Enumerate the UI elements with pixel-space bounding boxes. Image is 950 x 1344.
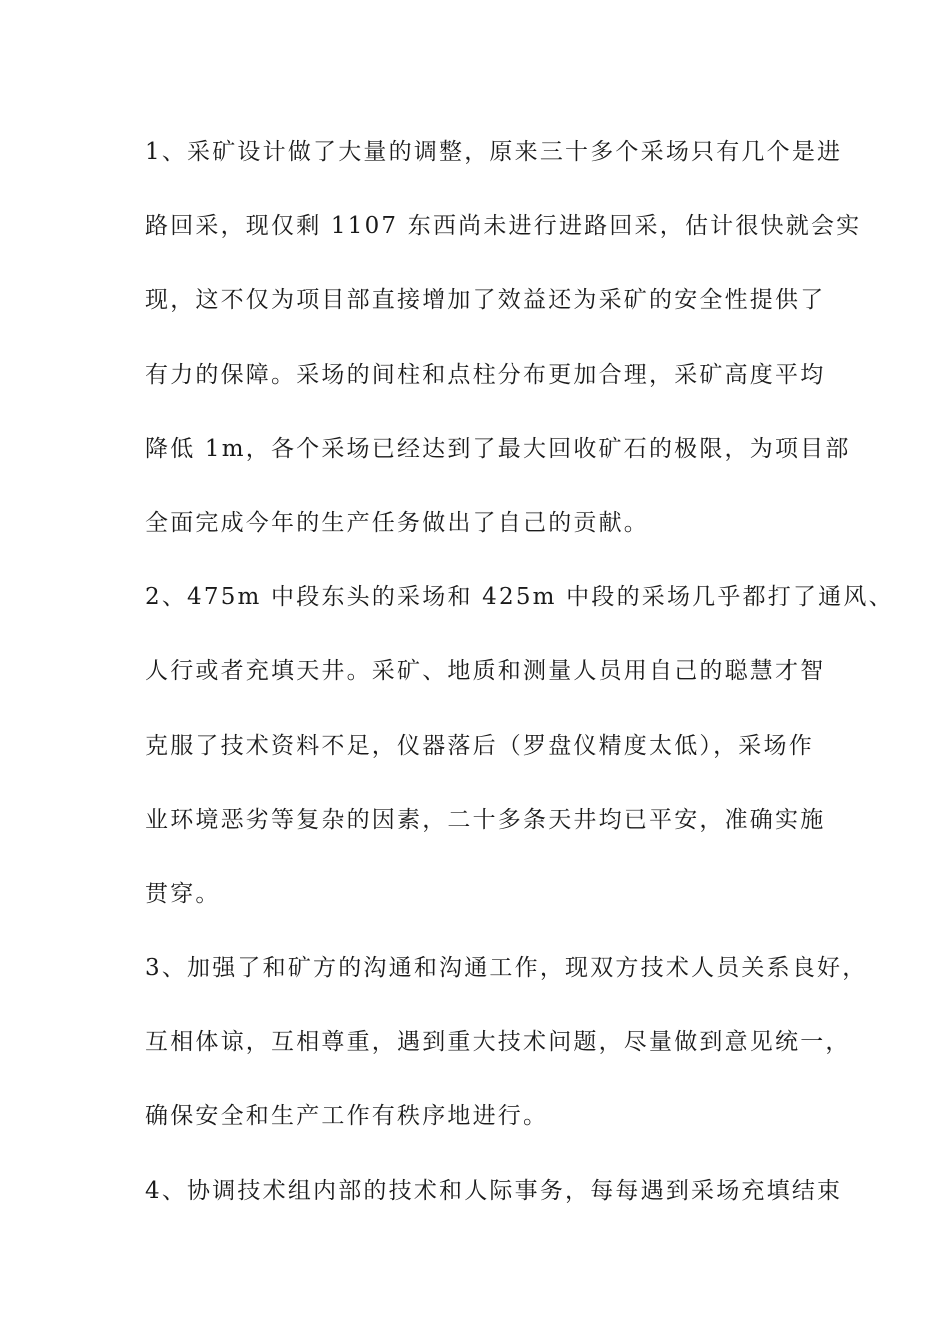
text-line: 路回采，现仅剩 1107 东西尚未进行进路回采，估计很快就会实 [145, 213, 862, 240]
text-line: 人行或者充填天井。采矿、地质和测量人员用自己的聪慧才智 [145, 658, 826, 685]
document-body [145, 130, 894, 1243]
text-line: 确保安全和生产工作有秩序地进行。 [145, 1103, 549, 1130]
text-line: 2、475m 中段东头的采场和 425m 中段的采场几乎都打了通风、 [145, 584, 894, 611]
text-line: 克服了技术资料不足，仪器落后（罗盘仪精度太低），采场作 [145, 732, 814, 759]
text-line: 全面完成今年的生产任务做出了自己的贡献。 [145, 509, 649, 536]
text-line: 互相体谅，互相尊重，遇到重大技术问题，尽量做到意见统一， [145, 1029, 851, 1056]
text-line: 贯穿。 [145, 880, 221, 907]
text-line: 4、协调技术组内部的技术和人际事务，每每遇到采场充填结束 [145, 1177, 843, 1204]
text-line: 降低 1m，各个采场已经达到了最大回收矿石的极限，为项目部 [145, 435, 851, 462]
text-line: 有力的保障。采场的间柱和点柱分布更加合理，采矿高度平均 [145, 361, 826, 388]
text-line: 业环境恶劣等复杂的因素，二十多条天井均已平安，准确实施 [145, 806, 826, 833]
text-line: 现，这不仅为项目部直接增加了效益还为采矿的安全性提供了 [145, 287, 826, 314]
text-line: 3、加强了和矿方的沟通和沟通工作，现双方技术人员关系良好， [145, 955, 868, 982]
text-line: 1、采矿设计做了大量的调整，原来三十多个采场只有几个是进 [145, 139, 843, 165]
